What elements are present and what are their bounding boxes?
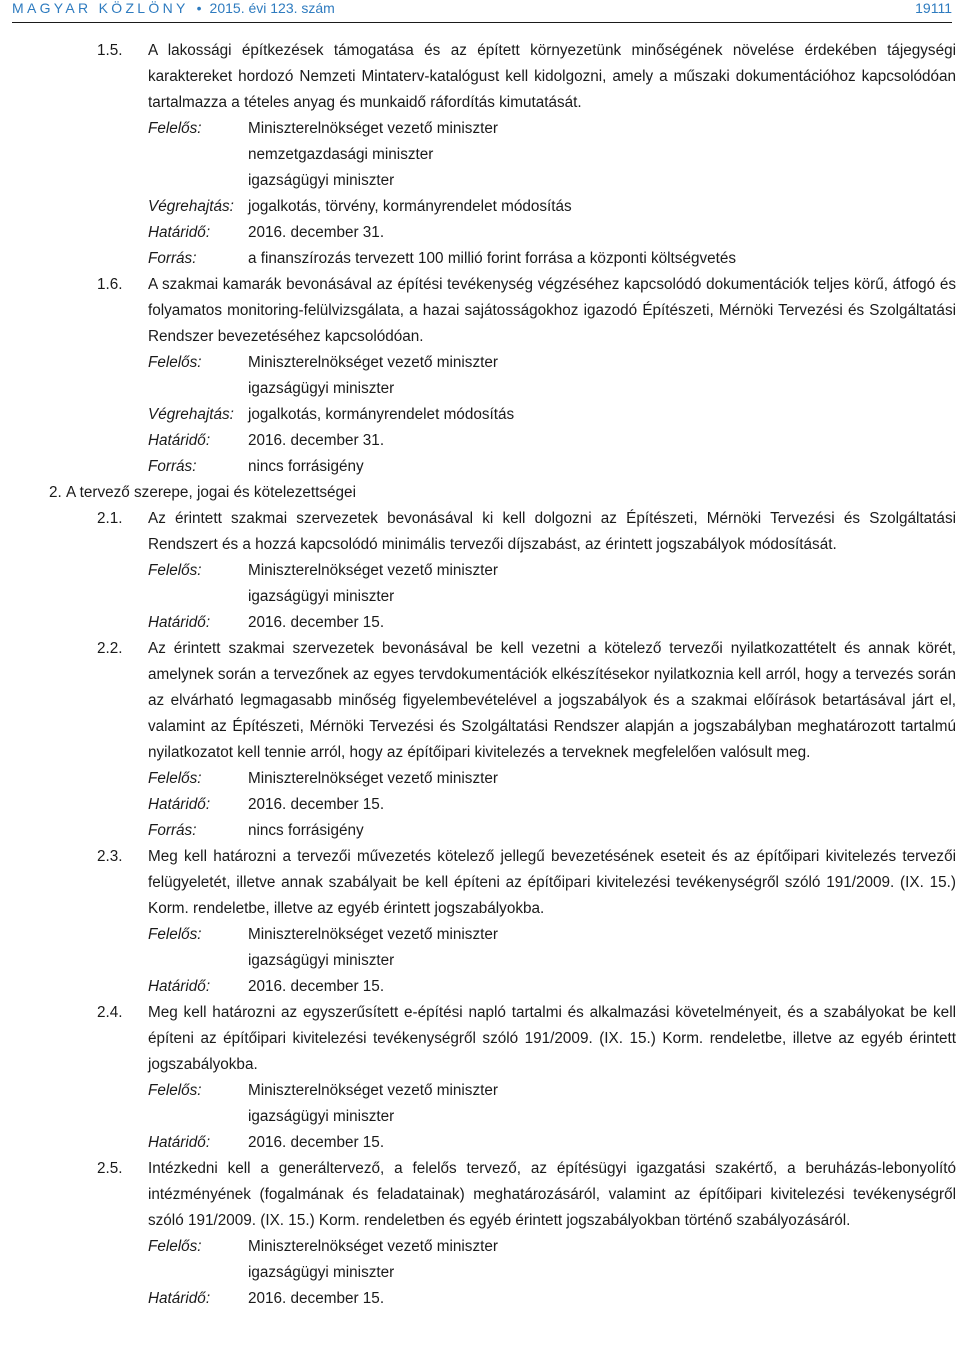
meta-value: Miniszterelnökséget vezető miniszter (248, 120, 498, 137)
meta-responsible (148, 116, 960, 194)
item-number: 1.5. (97, 42, 123, 59)
meta-label: Határidő: (148, 796, 211, 813)
meta-label: Felelős: (148, 1082, 202, 1099)
meta-responsible (148, 922, 960, 974)
meta-label: Végrehajtás: (148, 198, 234, 215)
meta-deadline (148, 610, 960, 636)
meta-value: 2016. december 31. (248, 224, 385, 241)
meta-value: 2016. december 31. (248, 432, 385, 449)
meta-deadline (148, 792, 960, 818)
item-2-5 (0, 1156, 960, 1312)
meta-label: Felelős: (148, 562, 202, 579)
meta-execution (148, 402, 960, 428)
meta-responsible (148, 766, 960, 792)
issue-label: 2015. évi 123. szám (209, 0, 335, 16)
meta-label: Határidő: (148, 614, 211, 631)
meta-label: Felelős: (148, 926, 202, 943)
journal-title: MAGYAR KÖZLÖNY (12, 0, 189, 16)
meta-label: Határidő: (148, 224, 211, 241)
meta-label: Forrás: (148, 458, 197, 475)
document-body (0, 38, 960, 1312)
meta-value: nincs forrásigény (248, 822, 364, 839)
item-number: 2.2. (97, 640, 123, 657)
header-publication (12, 0, 335, 16)
meta-responsible (148, 558, 960, 610)
meta-value: igazságügyi miniszter (248, 952, 395, 969)
item-1-6 (0, 272, 960, 480)
meta-label: Határidő: (148, 432, 211, 449)
meta-value: 2016. december 15. (248, 1290, 385, 1307)
item-2-2 (0, 636, 960, 844)
item-text: A lakossági építkezések támogatása és az épített környezetünk minőségének növelése érdekében tájegységi karaktereket hordozó Nemzeti Mintaterv-katalógust kell kidolgozni, amely a műszaki dokumentációhoz kapcsolódóan tartalmazza a tételes anyag és munkaidő ráfordítás kimutatását. (148, 42, 956, 111)
meta-label: Forrás: (148, 822, 197, 839)
page-header (12, 0, 952, 23)
meta-value: Miniszterelnökséget vezető miniszter (248, 354, 498, 371)
item-text: Meg kell határozni a tervezői művezetés kötelező jellegű bevezetésének eseteit és az építőipari kivitelezés tervezői felügyeletét, illetve annak szabályait be kell építeni az építőipari kivitelezési tevékenységről szóló 191/2009. (IX. 15.) Korm. rendeletbe, illetve az egyéb érintett jogszabályokba. (148, 848, 956, 917)
meta-responsible (148, 350, 960, 402)
item-text: Meg kell határozni az egyszerűsített e-építési napló tartalmi és alkalmazási követelményeit, és a szabályokat be kell építeni az építőipari kivitelezési tevékenységről szóló 191/2009. (IX. 15.) Korm. rendeletbe, illetve az egyéb érintett jogszabályokba. (148, 1004, 956, 1073)
item-2-1 (0, 506, 960, 636)
meta-label: Határidő: (148, 978, 211, 995)
section-heading (0, 480, 960, 506)
meta-value: nemzetgazdasági miniszter (248, 146, 434, 163)
meta-value: Miniszterelnökséget vezető miniszter (248, 1082, 498, 1099)
meta-value: igazságügyi miniszter (248, 588, 395, 605)
meta-deadline (148, 974, 960, 1000)
item-text: Intézkedni kell a generáltervező, a felelős tervező, az építésügyi igazgatási szakértő, a beruházás-lebonyolító intézményének (fogalmának és feladatainak) meghatározásáról, valamint az építőipari kivitelezési tevékenységről szóló 191/2009. (IX. 15.) Korm. rendeletben és egyéb érintett jogszabályokban történő szabályozásáról. (148, 1160, 956, 1229)
meta-value: 2016. december 15. (248, 1134, 385, 1151)
item-2-3 (0, 844, 960, 1000)
meta-value: igazságügyi miniszter (248, 1264, 395, 1281)
meta-deadline (148, 220, 960, 246)
meta-value: 2016. december 15. (248, 978, 385, 995)
item-number: 2.5. (97, 1160, 123, 1177)
item-1-5 (0, 38, 960, 272)
item-number: 2.3. (97, 848, 123, 865)
meta-value: Miniszterelnökséget vezető miniszter (248, 770, 498, 787)
meta-value: 2016. december 15. (248, 614, 385, 631)
meta-label: Felelős: (148, 1238, 202, 1255)
meta-value: jogalkotás, törvény, kormányrendelet módosítás (248, 198, 572, 215)
meta-label: Felelős: (148, 770, 202, 787)
meta-value: Miniszterelnökséget vezető miniszter (248, 926, 498, 943)
item-2-4 (0, 1000, 960, 1156)
header-bullet: • (196, 0, 202, 16)
meta-label: Határidő: (148, 1134, 211, 1151)
meta-label: Határidő: (148, 1290, 211, 1307)
meta-value: Miniszterelnökséget vezető miniszter (248, 1238, 498, 1255)
meta-source (148, 454, 960, 480)
meta-value: igazságügyi miniszter (248, 380, 395, 397)
meta-value: 2016. december 15. (248, 796, 385, 813)
item-number: 1.6. (97, 276, 123, 293)
meta-label: Felelős: (148, 120, 202, 137)
item-text: A szakmai kamarák bevonásával az építési tevékenység végzéséhez kapcsolódó dokumentációk teljes körű, átfogó és folyamatos monitoring-felülvizsgálata, a hazai sajátosságokhoz igazodó Építészeti, Mérnöki Tervezési és Szolgáltatási Rendszer bevezetéséhez kapcsolódóan. (148, 276, 956, 345)
meta-responsible (148, 1078, 960, 1130)
meta-deadline (148, 1130, 960, 1156)
item-text: Az érintett szakmai szervezetek bevonásával ki kell dolgozni az Építészeti, Mérnöki Tervezési és Szolgáltatási Rendszert és a hozzá kapcsolódó minimális tervezői díjszabást, az érintett jogszabályok módosítását. (148, 510, 956, 553)
item-number: 2.1. (97, 510, 123, 527)
meta-deadline (148, 428, 960, 454)
meta-deadline (148, 1286, 960, 1312)
meta-value: nincs forrásigény (248, 458, 364, 475)
meta-label: Forrás: (148, 250, 197, 267)
meta-execution (148, 194, 960, 220)
meta-value: igazságügyi miniszter (248, 1108, 395, 1125)
meta-source (148, 818, 960, 844)
meta-value: jogalkotás, kormányrendelet módosítás (248, 406, 515, 423)
meta-label: Végrehajtás: (148, 406, 234, 423)
section-title: A tervező szerepe, jogai és kötelezettségei (66, 484, 356, 501)
page-number: 19111 (915, 0, 952, 16)
section-number: 2. (49, 484, 62, 501)
meta-value: igazságügyi miniszter (248, 172, 395, 189)
item-text: Az érintett szakmai szervezetek bevonásával be kell vezetni a kötelező tervezői nyilatkozattételt és annak körét, amelynek során a tervezőnek az egyes tervdokumentációk elkészítésekor nyilatkoznia kell arról, hogy a tervezés során az elvárható legmagasabb minőség figyelembevételével a jogszabályok és a szakmai előírások betartásával járt el, valamint az Építészeti, Mérnöki Tervezési és Szolgáltatási Rendszer alapján a jogszabályban meghatározott tartalmú nyilatkozatot kell tennie arról, hogy az építőipari kivitelezés a terveknek megfelelően valósult meg. (148, 640, 956, 761)
meta-label: Felelős: (148, 354, 202, 371)
meta-responsible (148, 1234, 960, 1286)
meta-value: a finanszírozás tervezett 100 millió forint forrása a központi költségvetés (248, 250, 737, 267)
meta-value: Miniszterelnökséget vezető miniszter (248, 562, 498, 579)
meta-source (148, 246, 960, 272)
item-number: 2.4. (97, 1004, 123, 1021)
